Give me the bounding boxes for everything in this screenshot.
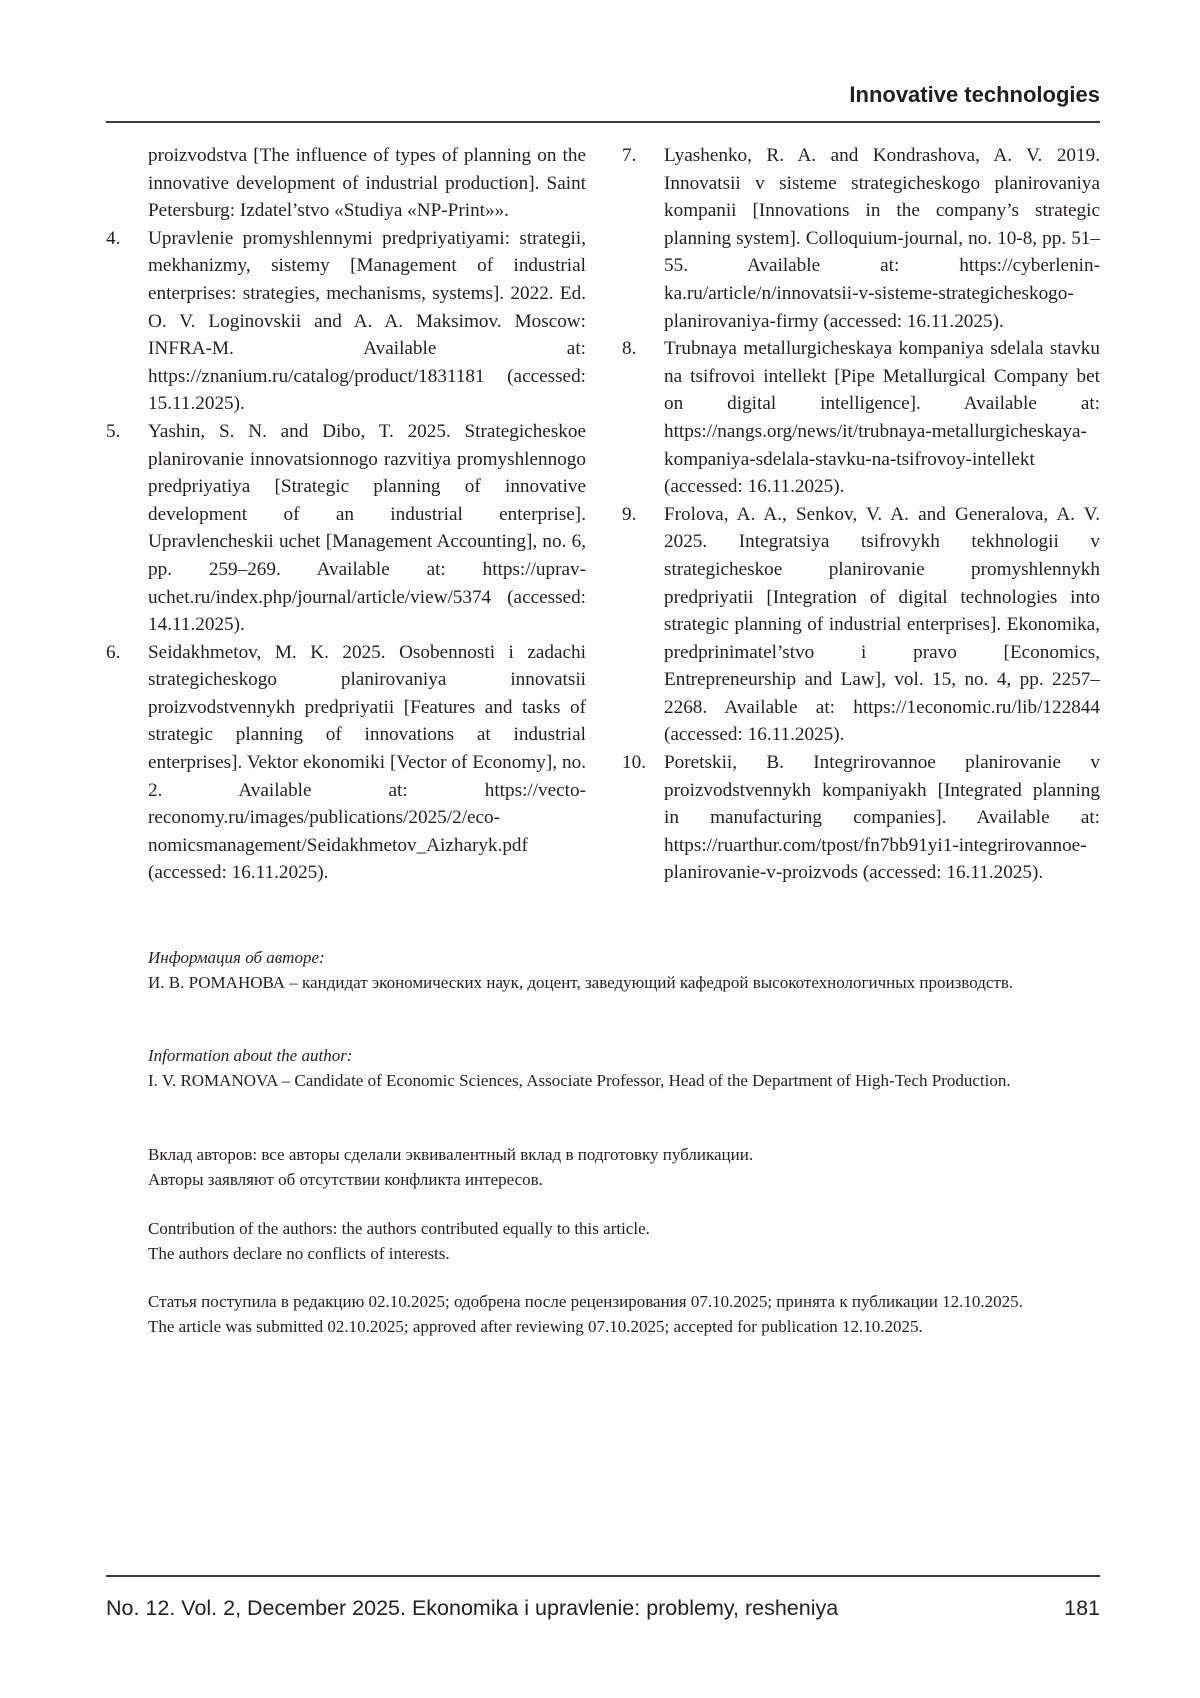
contribution-ru: [148, 1143, 1100, 1192]
author-info-ru-label: Информация об авторе:: [148, 948, 325, 967]
author-info-en-label: Information about the author:: [148, 1046, 353, 1065]
article-dates-en: The article was submitted 02.10.2025; approved after reviewing 07.10.2025; accepted for publication 12.10.2025.: [148, 1316, 923, 1336]
section-title: Innovative technologies: [849, 82, 1100, 107]
author-info-en-text: I. V. ROMANOVA – Candidate of Economic Sciences, Associate Professor, Head of the Department of High-Tech Production.: [148, 1070, 1011, 1090]
journal-citation: No. 12. Vol. 2, December 2025. Ekonomika i upravlenie: problemy, resheniya: [106, 1596, 839, 1620]
references-left-column: [106, 142, 586, 887]
reference-text: Frolova, A. A., Senkov, V. A. and Generalova, A. V. 2025. Integratsiya tsifrovykh tekhnologii v strategicheskoe planirovanie promyshlennykh predpriyatii [Integration of digital technologies into strategic planning of industrial enterprises]. Ekonomika, predprinimatel’stvo i pravo [Economics, Entrepreneurship and Law], vol. 15, no. 4, pp. 2257–2268. Available at: https://1economic.ru/lib/122844 (accessed: 16.11.2025).: [664, 503, 1100, 746]
reference-number: 4.: [106, 227, 121, 249]
author-info-ru-text: И. В. РОМАНОВА – кандидат экономических наук, доцент, заведующий кафедрой высокотехнологичных производств.: [148, 972, 1014, 992]
references-right-column: [622, 142, 1100, 887]
reference-number: 7.: [622, 145, 637, 166]
reference-number: 6.: [106, 641, 121, 663]
reference-item: [622, 501, 1100, 749]
article-dates-ru: Статья поступила в редакцию 02.10.2025; одобрена после рецензирования 07.10.2025; принята к публикации 12.10.2025.: [148, 1292, 1023, 1311]
reference-item: [622, 749, 1100, 887]
contribution-en: [148, 1217, 1100, 1266]
reference-text: Seidakhmetov, M. K. 2025. Osobennosti i zadachi strategicheskogo planirovaniya innovatsii proizvodstvennykh predpriyatii [Features and tasks of strategic planning of innovations at industrial enterprises]. Vektor ekonomiki [Vector of Economy], no. 2. Available at: https://vectoreconomy.ru/images/publications/2025/2/economicsmanagement/Seidakhmetov_Aizharyk.pdf (accessed: 16.11.2025).: [148, 641, 586, 884]
reference-text: Yashin, S. N. and Dibo, T. 2025. Strategicheskoe planirovanie innovatsionnogo razvitiya promyshlennogo predpriyatiya [Strategic planning of innovative development of an industrial enterprise]. Upravlencheskii uchet [Management Accounting], no. 6, pp. 259–269. Available at: https://uprav-uchet.ru/index.php/journal/article/view/5374 (accessed: 14.11.2025).: [148, 420, 586, 636]
header-rule: [106, 121, 1100, 123]
reference-number: 8.: [622, 338, 637, 360]
reference-item: [622, 335, 1100, 501]
conflict-en-line: The authors declare no conflicts of interests.: [148, 1243, 450, 1263]
footer-rule: [106, 1575, 1100, 1577]
reference-text: proizvodstva [The influence of types of planning on the innovative development of industrial production]. Saint Petersburg: Izdatel’stvo «Studiya «NP-Print»».: [148, 145, 586, 222]
reference-item: [106, 418, 586, 639]
author-info-ru: [148, 946, 1100, 995]
article-dates: [148, 1290, 1100, 1339]
reference-text: Poretskii, B. Integrirovannoe planirovanie v proizvodstvennykh kompaniyakh [Integrated planning in manufacturing companies]. Available at: https://ruarthur.com/tpost/fn7bb91yi1-integrirovannoe-planirovanie-v-proizvods (accessed: 16.11.2025).: [664, 752, 1100, 884]
reference-number: 5.: [106, 420, 121, 442]
reference-item: [106, 639, 586, 887]
conflict-ru-line: Авторы заявляют об отсутствии конфликта интересов.: [148, 1169, 543, 1189]
reference-item: [106, 225, 586, 418]
reference-text: Lyashenko, R. A. and Kondrashova, A. V. 2019. Innovatsii v sisteme strategicheskogo planirovaniya kompanii [Innovations in the company’s strategic planning system]. Colloquium-journal, no. 10-8, pp. 51–55. Available at: https://cyberleninka.ru/article/n/innovatsii-v-sisteme-strategicheskogo-planirovaniya-firmy (accessed: 16.11.2025).: [664, 145, 1100, 332]
contribution-en-line: Contribution of the authors: the authors contributed equally to this article.: [148, 1219, 650, 1238]
reference-item: [106, 142, 586, 225]
contribution-ru-line: Вклад авторов: все авторы сделали эквивалентный вклад в подготовку публикации.: [148, 1145, 754, 1164]
reference-number: 10.: [622, 752, 646, 774]
references-columns: [106, 142, 1100, 887]
reference-number: 9.: [622, 503, 637, 525]
reference-text: Trubnaya metallurgicheskaya kompaniya sdelala stavku na tsifrovoi intellekt [Pipe Metallurgical Company bet on digital intelligence]. Available at: https://nangs.org/news/it/trubnaya-metallurgicheskaya-kompaniya-sdelala-stavku-na-tsifrovoy-intellekt (accessed: 16.11.2025).: [664, 338, 1100, 498]
reference-text: Upravlenie promyshlennymi predpriyatiyami: strategii, mekhanizmy, sistemy [Management of industrial enterprises: strategies, mechanisms, systems]. 2022. Ed. O. V. Loginovskii and A. A. Maksimov. Moscow: INFRA-M. Available at: https://znanium.ru/catalog/product/1831181 (accessed: 15.11.2025).: [148, 227, 586, 415]
reference-item: [622, 142, 1100, 335]
page-number: 181: [1064, 1596, 1100, 1620]
author-info-en: [148, 1044, 1100, 1093]
